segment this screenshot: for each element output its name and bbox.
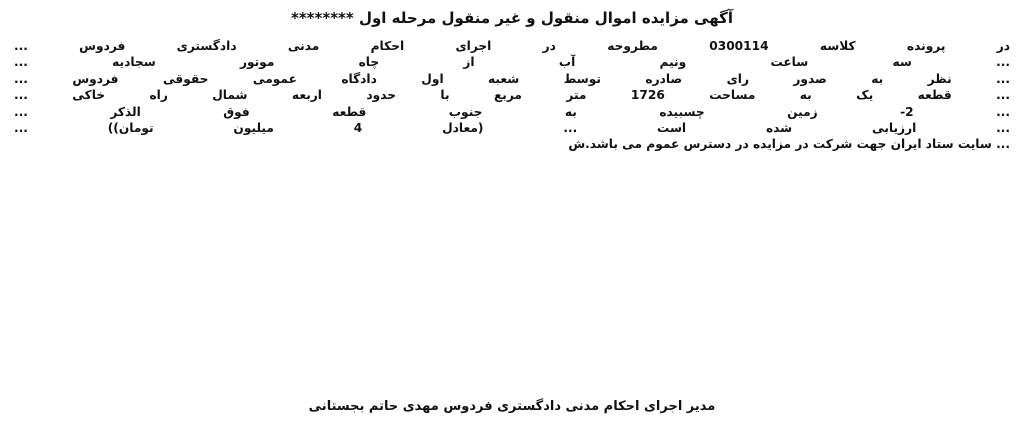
body-line: ... ارزیابی شده است ... (معادل 4 میلیون تومان)) ... [14,120,1010,135]
body-line: ... نظر به صدور رای صادره توسط شعبه اول دادگاه عمومی حقوقی فردوس ... [14,71,1010,86]
notice-title: آگهی مزایده اموال منقول و غیر منقول مرحله اول ******** [290,9,733,27]
notice-body [14,38,1010,153]
body-line: ... 2- زمین چسبیده به جنوب قطعه فوق الذکر ... [14,104,1010,119]
body-line: ... قطعه یک به مساحت 1726 متر مربع با حدود اربعه شمال راه خاکی ... [14,88,1010,103]
notice-signature: مدیر اجرای احکام مدنی دادگستری فردوس مهدی حاتم بجستانی [308,399,716,414]
body-line: در پرونده کلاسه 0300114 مطروحه در اجرای احکام مدنی دادگستری فردوس ... [14,39,1010,53]
body-line: ... سایت ستاد ایران جهت شرکت در مزایده در دسترس عموم می باشد.ش [568,137,1010,152]
body-line: ... سه ساعت ونیم آب از چاه موتور سجادیه ... [14,55,1010,70]
